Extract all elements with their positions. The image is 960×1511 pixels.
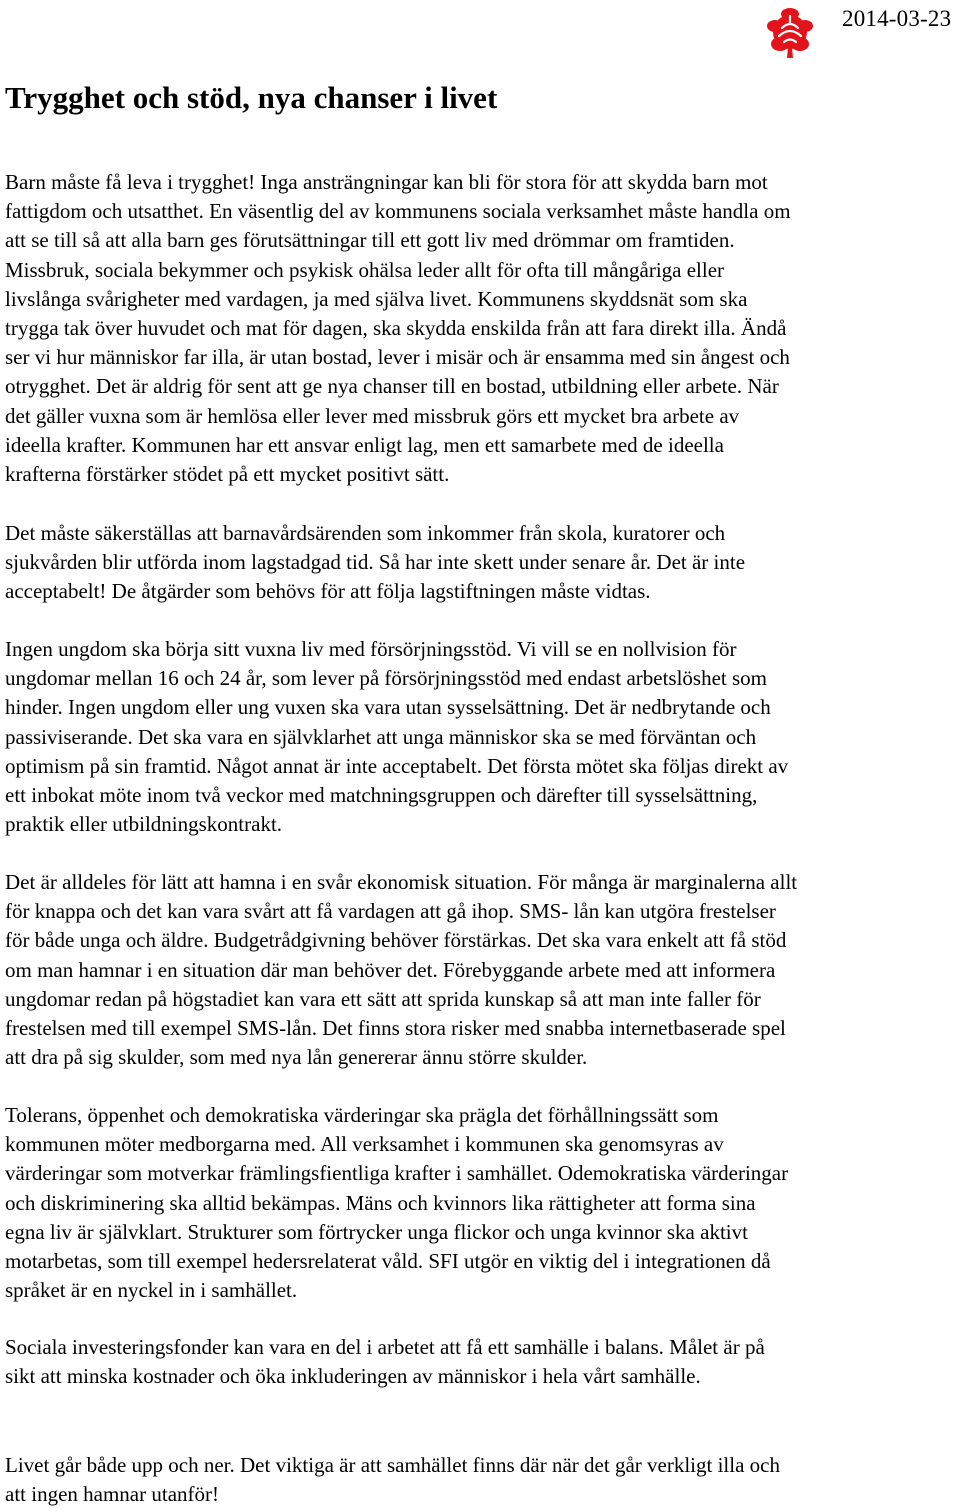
paragraph-4: Det är alldeles för lätt att hamna i en svår ekonomisk situation. För många är marginalerna allt för knappa och det kan vara svårt att få vardagen att gå ihop. SMS- lån kan utgöra frestelser för både unga och äldre. Budgetrådgivning behöver förstärkas. Det ska vara enkelt att få stöd om man hamnar i en situation där man behöver det. Förebyggande arbete med att informera ungdomar redan på högstadiet kan vara ett sätt att sprida kunskap så att man inte faller för frestelsen med till exempel SMS-lån. Det finns stora risker med snabba internetbaserade spel att dra på sig skulder, som med nya lån genererar ännu större skulder. [5, 870, 798, 1070]
paragraph-5: Tolerans, öppenhet och demokratiska värderingar ska prägla det förhållningssätt som kommunen möter medborgarna med. All verksamhet i kommunen ska genomsyras av värderingar som motverkar främlingsfientliga krafter i samhället. Odemokratiska värderingar och diskriminering ska alltid bekämpas. Mäns och kvinnors lika rättigheter att forma sina egna liv är självklart. Strukturer som förtrycker unga flickor och unga kvinnor ska aktivt motarbetas, som till exempel hedersrelaterat våld. SFI utgör en viktig del i integrationen då språket är en nyckel in i samhället. [5, 1103, 789, 1303]
paragraph-6: Sociala investeringsfonder kan vara en del i arbetet att få ett samhälle i balans. Målet är på sikt att minska kostnader och öka inkluderingen av människor i hela vårt samhälle. [5, 1335, 765, 1389]
red-rose-logo-icon [762, 4, 818, 58]
document-date: 2014-03-23 [842, 6, 952, 31]
paragraph-7: Livet går både upp och ner. Det viktiga är att samhället finns där när det går verkligt illa och att ingen hamnar utanför! [5, 1453, 780, 1507]
paragraph-1: Barn måste få leva i trygghet! Inga ansträngningar kan bli för stora för att skydda barn mot fattigdom och utsatthet. En väsentlig del av kommunens sociala verksamhet måste handla om att se till så att alla barn ges förutsättningar till ett gott liv med drömmar om framtiden. Missbruk, sociala bekymmer och psykisk ohälsa leder allt för ofta till mångåriga eller livslånga svårigheter med vardagen, ja med själva livet. Kommunens skyddsnät som ska trygga tak över huvudet och mat för dagen, ska skydda enskilda från att fara direkt illa. Ändå ser vi hur människor far illa, är utan bostad, lever i misär och är ensamma med sin ångest och otrygghet. Det är aldrig för sent att ge nya chanser till en bostad, utbildning eller arbete. När det gäller vuxna som är hemlösa eller lever med missbruk görs ett mycket bra arbete av ideella krafter. Kommunen har ett ansvar enligt lag, men ett samarbete med de ideella krafterna förstärker stödet på ett mycket positivt sätt. [5, 170, 791, 487]
paragraph-3: Ingen ungdom ska börja sitt vuxna liv med försörjningsstöd. Vi vill se en nollvision för ungdomar mellan 16 och 24 år, som lever på försörjningsstöd med endast arbetslöshet som hinder. Ingen ungdom eller ung vuxen ska vara utan sysselsättning. Det är nedbrytande och passiviserande. Det ska vara en självklarhet att unga människor ska se med förväntan och optimism på sin framtid. Något annat är inte acceptabelt. Det första mötet ska följas direkt av ett inbokat möte inom två veckor med matchningsgruppen och därefter till sysselsättning, praktik eller utbildningskontrakt. [5, 637, 789, 837]
page-title: Trygghet och stöd, nya chanser i livet [5, 80, 498, 115]
paragraph-2: Det måste säkerställas att barnavårdsärenden som inkommer från skola, kuratorer och sjukvården blir utförda inom lagstadgad tid. Så har inte skett under senare år. Det är inte acceptabelt! De åtgärder som behövs för att följa lagstiftningen måste vidtas. [5, 521, 746, 604]
